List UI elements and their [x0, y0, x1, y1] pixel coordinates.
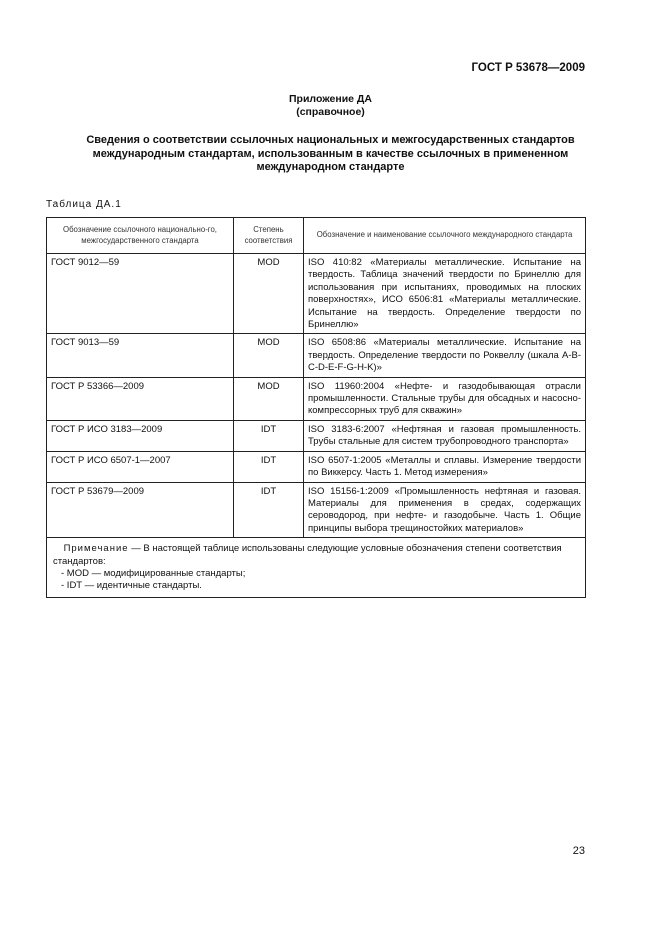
section-title-line-2: международным стандартам, использованным в качестве ссылочных в примененном	[92, 147, 569, 160]
note-item-mod: - MOD — модифицированные стандарты;	[61, 567, 246, 579]
header-degree: Степень соответствия	[234, 218, 304, 254]
annex-title: Приложение ДА	[289, 93, 372, 105]
degree-cell: MOD	[234, 377, 304, 420]
table-label: Таблица ДА.1	[46, 199, 122, 210]
international-standard-cell: ISO 6508:86 «Материалы металлические. Испытание на твердость. Определение твердости по Роквеллу (шкала A-B-C-D-E-F-G-H-K)»	[304, 334, 586, 377]
degree-cell: MOD	[234, 254, 304, 334]
table-row	[47, 334, 586, 377]
note-label: Примечание	[63, 543, 129, 555]
note-body: — В настоящей таблице использованы следующие условные обозначения степени соответствия стандартов:	[53, 543, 562, 567]
table-row	[47, 420, 586, 451]
note-text	[53, 543, 579, 568]
international-standard-cell: ISO 3183-6:2007 «Нефтяная и газовая промышленность. Трубы стальные для систем трубопроводного транспорта»	[304, 420, 586, 451]
annex-subtitle: (справочное)	[296, 106, 365, 118]
section-title-line-1: Сведения о соответствии ссылочных национальных и межгосударственных стандартов	[86, 134, 575, 146]
document-code: ГОСТ Р 53678—2009	[471, 62, 585, 74]
page-number: 23	[572, 845, 585, 857]
note-item-idt: - IDT — идентичные стандарты.	[61, 580, 202, 592]
table-row	[47, 451, 586, 482]
international-standard-cell: ISO 11960:2004 «Нефте- и газодобывающая отрасли промышленности. Стальные трубы для обсадных и насосно-компрессорных труб для скважин»	[304, 377, 586, 420]
international-standard-cell: ISO 410:82 «Материалы металлические. Испытание на твердость. Таблица значений твердости по Бринеллю для использования при испытаниях, проводимых на плоских поверхностях», ИСО 6506:81 «Материалы металлические. Испытание на твердость. Определение твердости по Бринеллю»	[304, 254, 586, 334]
international-standard-cell: ISO 6507-1:2005 «Металлы и сплавы. Измерение твердости по Виккерсу. Часть 1. Метод измерения»	[304, 451, 586, 482]
header-national-standard: Обозначение ссылочного национально-го, межгосударственного стандарта	[47, 218, 234, 254]
degree-cell: IDT	[234, 420, 304, 451]
national-standard-cell: ГОСТ Р 53366—2009	[47, 377, 234, 420]
section-title	[60, 134, 601, 175]
degree-cell: IDT	[234, 451, 304, 482]
national-standard-cell: ГОСТ 9013—59	[47, 334, 234, 377]
table-row	[47, 377, 586, 420]
national-standard-cell: ГОСТ Р ИСО 6507-1—2007	[47, 451, 234, 482]
national-standard-cell: ГОСТ Р ИСО 3183—2009	[47, 420, 234, 451]
international-standard-cell: ISO 15156-1:2009 «Промышленность нефтяная и газовая. Материалы для применения в средах, содержащих сероводород, при нефте- и газодобыче. Часть 1. Общие принципы выбора трещиностойких материалов»	[304, 482, 586, 538]
degree-cell: MOD	[234, 334, 304, 377]
table-row	[47, 254, 586, 334]
header-international-standard: Обозначение и наименование ссылочного международного стандарта	[304, 218, 586, 254]
table-header-row	[47, 218, 586, 254]
annex-heading	[0, 93, 661, 119]
correspondence-table	[46, 217, 586, 598]
national-standard-cell: ГОСТ Р 53679—2009	[47, 482, 234, 538]
table-row	[47, 482, 586, 538]
table-note	[47, 538, 586, 598]
national-standard-cell: ГОСТ 9012—59	[47, 254, 234, 334]
section-title-line-3: международном стандарте	[256, 161, 405, 173]
degree-cell: IDT	[234, 482, 304, 538]
table-note-row	[47, 538, 586, 598]
